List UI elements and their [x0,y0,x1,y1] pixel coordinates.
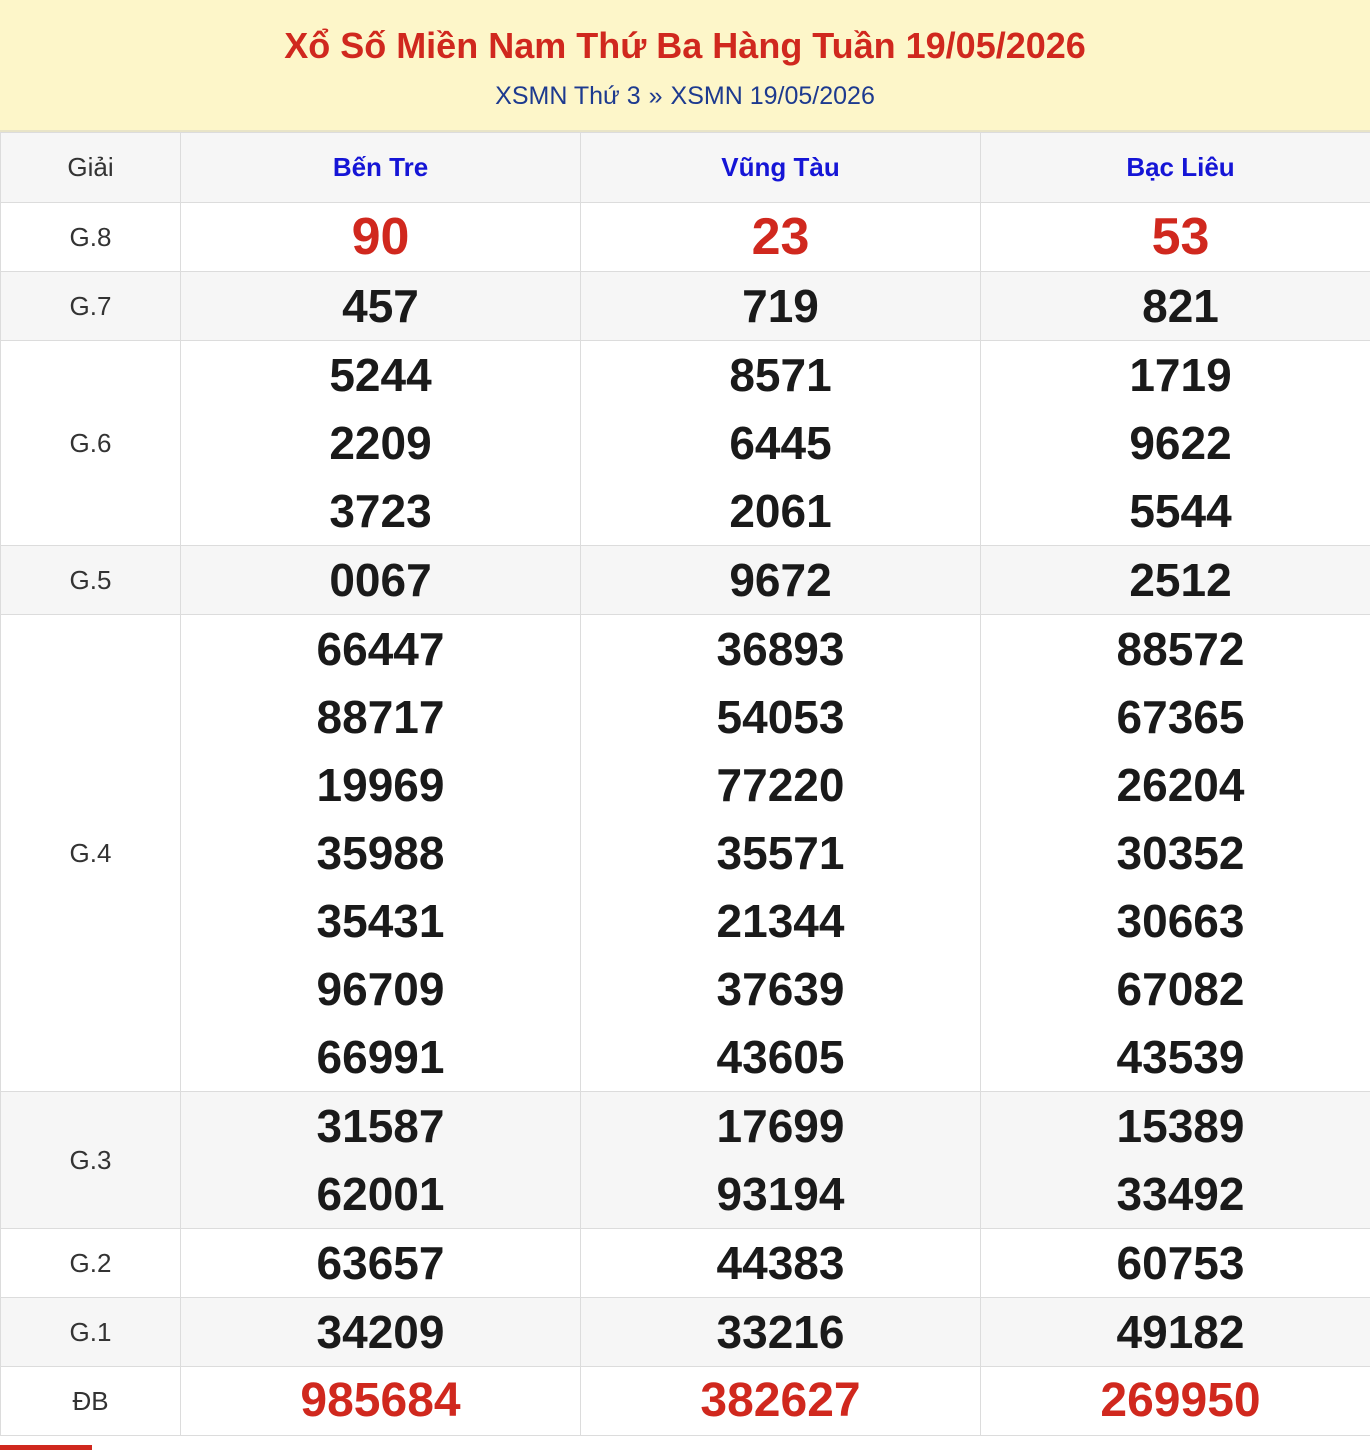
winning-number: 33216 [716,1306,845,1358]
prize-label: G.4 [1,615,181,1092]
winning-number: 37639 [716,963,845,1015]
province-header-vung-tau[interactable]: Vũng Tàu [581,133,981,203]
result-cell-ben-tre [181,1092,581,1229]
winning-number: 457 [342,280,419,332]
result-cell-ben-tre [181,1367,581,1436]
winning-number: 43605 [716,1031,845,1083]
winning-number: 96709 [316,963,445,1015]
winning-number: 67365 [1116,691,1245,743]
prize-row-special [1,1367,1370,1436]
result-cell-bac-lieu [981,1092,1370,1229]
prize-row-g4 [1,615,1370,1092]
winning-number: 1719 [1129,349,1232,401]
bottom-accent-bar [0,1445,92,1450]
result-cell-vung-tau [581,1367,981,1436]
winning-number: 719 [742,280,819,332]
prize-row-g6 [1,341,1370,546]
winning-number: 67082 [1116,963,1245,1015]
winning-number: 93194 [716,1168,845,1220]
result-cell-bac-lieu [981,1229,1370,1298]
winning-number: 821 [1142,280,1219,332]
result-cell-vung-tau [581,341,981,546]
winning-number: 35431 [316,895,445,947]
winning-number: 44383 [716,1237,845,1289]
winning-number: 34209 [316,1306,445,1358]
winning-number: 66991 [316,1031,445,1083]
result-cell-vung-tau [581,203,981,272]
winning-number: 985684 [300,1374,461,1427]
result-cell-vung-tau [581,615,981,1092]
winning-number: 54053 [716,691,845,743]
province-header-ben-tre[interactable]: Bến Tre [181,133,581,203]
result-cell-bac-lieu [981,1367,1370,1436]
prize-label: G.7 [1,272,181,341]
prize-row-g7 [1,272,1370,341]
result-cell-ben-tre [181,272,581,341]
winning-number: 36893 [716,623,845,675]
winning-number: 62001 [316,1168,445,1220]
prize-label: G.1 [1,1298,181,1367]
winning-number: 5244 [329,349,432,401]
results-header [0,0,1370,132]
result-cell-ben-tre [181,546,581,615]
winning-number: 5544 [1129,485,1232,537]
prize-row-g5 [1,546,1370,615]
prize-label: G.2 [1,1229,181,1298]
winning-number: 17699 [716,1100,845,1152]
breadcrumb-separator: » [648,82,663,110]
prize-label: G.3 [1,1092,181,1229]
result-cell-bac-lieu [981,1298,1370,1367]
winning-number: 19969 [316,759,445,811]
winning-number: 43539 [1116,1031,1245,1083]
prize-row-g3 [1,1092,1370,1229]
result-cell-vung-tau [581,1092,981,1229]
result-cell-ben-tre [181,1229,581,1298]
winning-number: 35571 [716,827,845,879]
prize-row-g2 [1,1229,1370,1298]
winning-number: 269950 [1100,1374,1261,1427]
winning-number: 9672 [729,554,832,606]
winning-number: 3723 [329,485,432,537]
winning-number: 6445 [729,417,832,469]
winning-number: 30352 [1116,827,1245,879]
result-cell-bac-lieu [981,341,1370,546]
winning-number: 23 [751,208,810,266]
winning-number: 30663 [1116,895,1245,947]
winning-number: 2512 [1129,554,1232,606]
result-cell-vung-tau [581,1229,981,1298]
breadcrumb-link-date[interactable]: XSMN 19/05/2026 [670,82,875,110]
prize-row-g8 [1,203,1370,272]
prize-row-g1 [1,1298,1370,1367]
table-header-row [1,133,1370,203]
prize-label: G.6 [1,341,181,546]
breadcrumb-link-weekday[interactable]: XSMN Thứ 3 [495,82,641,110]
winning-number: 35988 [316,827,445,879]
breadcrumb [0,80,1370,112]
result-cell-ben-tre [181,615,581,1092]
winning-number: 8571 [729,349,832,401]
winning-number: 26204 [1116,759,1245,811]
winning-number: 15389 [1116,1100,1245,1152]
winning-number: 49182 [1116,1306,1245,1358]
winning-number: 88572 [1116,623,1245,675]
province-header-bac-lieu[interactable]: Bạc Liêu [981,133,1370,203]
winning-number: 33492 [1116,1168,1245,1220]
result-cell-bac-lieu [981,615,1370,1092]
prize-label: G.8 [1,203,181,272]
winning-number: 53 [1151,208,1210,266]
winning-number: 382627 [700,1374,861,1427]
winning-number: 66447 [316,623,445,675]
winning-number: 9622 [1129,417,1232,469]
result-cell-bac-lieu [981,546,1370,615]
winning-number: 31587 [316,1100,445,1152]
page-title: Xổ Số Miền Nam Thứ Ba Hàng Tuần 19/05/2026 [284,25,1086,66]
prize-column-header: Giải [1,133,181,203]
results-table [0,132,1370,1436]
winning-number: 2209 [329,417,432,469]
winning-number: 2061 [729,485,832,537]
result-cell-vung-tau [581,546,981,615]
winning-number: 88717 [316,691,445,743]
result-cell-ben-tre [181,341,581,546]
result-cell-vung-tau [581,272,981,341]
result-cell-bac-lieu [981,272,1370,341]
winning-number: 90 [351,208,410,266]
prize-label: G.5 [1,546,181,615]
winning-number: 77220 [716,759,845,811]
result-cell-ben-tre [181,1298,581,1367]
prize-label: ĐB [1,1367,181,1436]
result-cell-vung-tau [581,1298,981,1367]
result-cell-ben-tre [181,203,581,272]
winning-number: 21344 [716,895,845,947]
winning-number: 60753 [1116,1237,1245,1289]
result-cell-bac-lieu [981,203,1370,272]
winning-number: 63657 [316,1237,445,1289]
winning-number: 0067 [329,554,432,606]
